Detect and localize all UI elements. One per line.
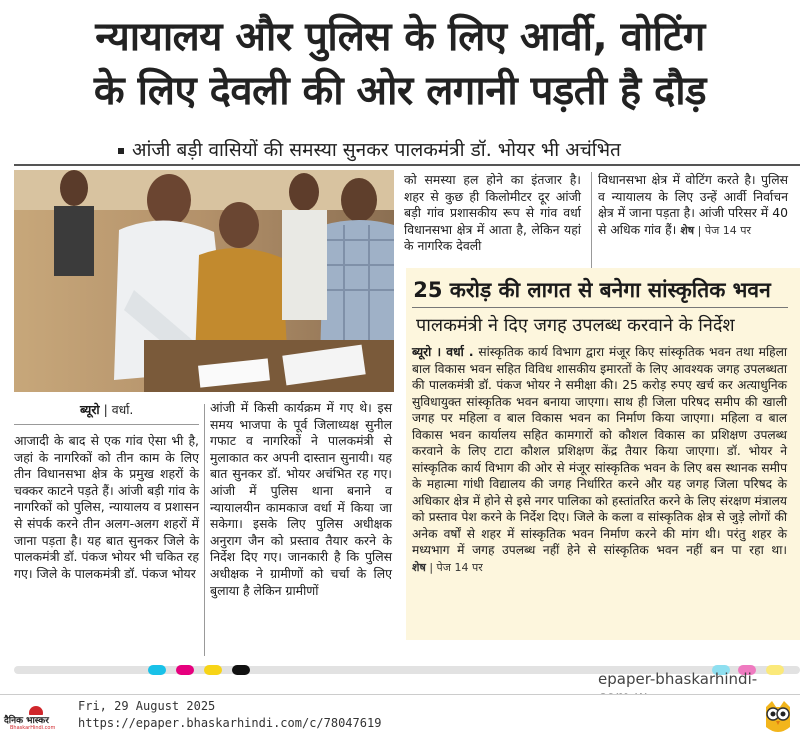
continued-reference: शेष | पेज 14 पर — [680, 223, 752, 237]
news-photo — [14, 170, 394, 392]
headline-line-1: न्यायालय और पुलिस के लिए आर्वी, वोटिंग — [95, 14, 705, 60]
subheadline: आंजी बड़ी वासियों की समस्या सुनकर पालकमंत्री डॉ. भोयर भी अचंभित — [118, 136, 621, 162]
owl-mascot-icon — [762, 699, 794, 735]
column-3: को समस्या हल होने का इंतजार है। शहर से कुछ ही किलोमीटर दूर आंजी बड़ी गांव प्रशासकीय रूप से गांव वर्धा विधानसभा क्षेत्र में आता है, लेकिन यहां के नागरिक देवली — [404, 172, 581, 254]
footer-url[interactable]: https://epaper.bhaskarhindi.com/c/78047619 — [78, 716, 382, 730]
column-4: विधानसभा क्षेत्र में वोटिंग करते है। पुलिस व न्यायालय के लिए उन्हें आर्वी निर्वाचन क्षेत्र में जाना पड़ता है। आंजी परिसर में 40 से अधिक गांव हैं। शेष | पेज 14 पर — [598, 172, 788, 237]
box-title: 25 करोड़ की लागत से बनेगा सांस्कृतिक भवन — [413, 278, 771, 302]
footer-bar — [0, 694, 800, 738]
epaper-watermark: epaper-bhaskarhindi- — [598, 670, 758, 688]
footer-date: Fri, 29 August 2025 — [78, 699, 216, 713]
box-body: ब्यूरो । वर्धा . सांस्कृतिक कार्य विभाग द्वारा मंजूर किए सांस्कृतिक भवन तथा महिला बाल विकास भवन सहित विविध शासकीय इमारतों के लिए आवश्यक जगह उपलब्धता की पालकमंत्री डॉ. पंकज भोयर ने समीक्षा की। 25 करोड़ रुपए खर्च कर अत्याधुनिक सुविधायुक्त सांस्कृतिक भवन बनाया जाएगा। साथ ही जिला परिषद समीप की खाली जगह पर महिला व बाल विकास भवन का निर्माण किया जाएगा। महिला व बाल विकास भवन कार्यालय सहित कामगारों को कौशल विकास का प्रशिक्षण उपलब्ध करवाने के लिए टाटा कौशल प्रशिक्षण केंद्र तैयार किया जाएगा। डॉ. भोयर ने सांस्कृतिक कार्य विभाग की ओर से मंजूर सांस्कृतिक भवन के लिए बस स्थानक समीप के महात्मा गांधी विद्यालय की जगह निर्धारित करने और यह जगह जिला परिषद के अधिकार क्षेत्र में होने से इसे नगर पालिका को हस्तांतरित करने के लिए संरक्षण मंत्रालय को प्रस्ताव पेश करने के निर्देश दिए। जिले के कला व सांस्कृतिक क्षेत्र से जुड़े लोगों की अनेक वर्षों से शहर में सांस्कृतिक भवन निर्माण करने की मांग थी। परंतु शहर के मध्यभाग में जगह उपलब्ध नहीं हेने से सांस्कृतिक भवन नहीं बन पा रहा था। शेष | पेज 14 पर — [412, 345, 788, 574]
bullet-square-icon — [118, 148, 124, 154]
box-title-divider — [412, 307, 788, 308]
column-2: आंजी में किसी कार्यक्रम में गए थे। इस समय भाजपा के पूर्व जिलाध्यक्ष सुनील गफाट व नागरिकों ने पालकमंत्री से मुलाकात कर अपनी दास्तान सुनायी। यह बात सुनकर डॉ. भोयर अचंभित रह गए। आंजी में पुलिस थाना बनाने व न्यायालयीन कामकाज वर्धा में किया जा सकेगा। इसके लिए पुलिस अधीक्षक अनुराग जैन को प्रस्ताव तैयार करने के निर्देश दिए गए। जानकारी है कि पुलिस अधीक्षक ने ग्रामीणों को चर्चा के लिए बुलाया है लेकिन ग्रामीणों — [210, 400, 392, 598]
column-1: आजादी के बाद से एक गांव ऐसा भी है, जहां के नागरिकों को तीन काम के लिए तीन विधानसभा क्षेत्र के प्रमुख शहरों के चक्कर काटने पड़ते हैं। आंजी बड़ी गांव के नागरिकों को पुलिस, न्यायालय व प्रशासन से संपर्क करने तीन अलग-अलग शहरों में जाना पड़ता है। यह बात सुनकर जिले के पालकमंत्री डॉ. पंकज भोयर भी चकित रह गए। जिले के पालकमंत्री डॉ. पंकज भोयर — [14, 433, 199, 581]
headline — [0, 10, 800, 118]
byline: ब्यूरो | वर्धा. — [80, 402, 134, 417]
bhaskar-logo[interactable]: दैनिक भास्कर BhaskarHindi.com — [4, 701, 72, 733]
top-divider — [14, 164, 800, 166]
column-divider — [591, 172, 592, 268]
box-continued-reference: शेष | पेज 14 पर — [412, 560, 483, 574]
byline-divider — [14, 424, 199, 425]
headline-line-2: के लिए देवली की ओर लगानी पड़ती है दौड़ — [93, 68, 707, 114]
officials-signing-photo — [14, 170, 394, 392]
column-divider — [204, 404, 205, 656]
box-subtitle: पालकमंत्री ने दिए जगह उपलब्ध करवाने के निर्देश — [416, 315, 735, 336]
